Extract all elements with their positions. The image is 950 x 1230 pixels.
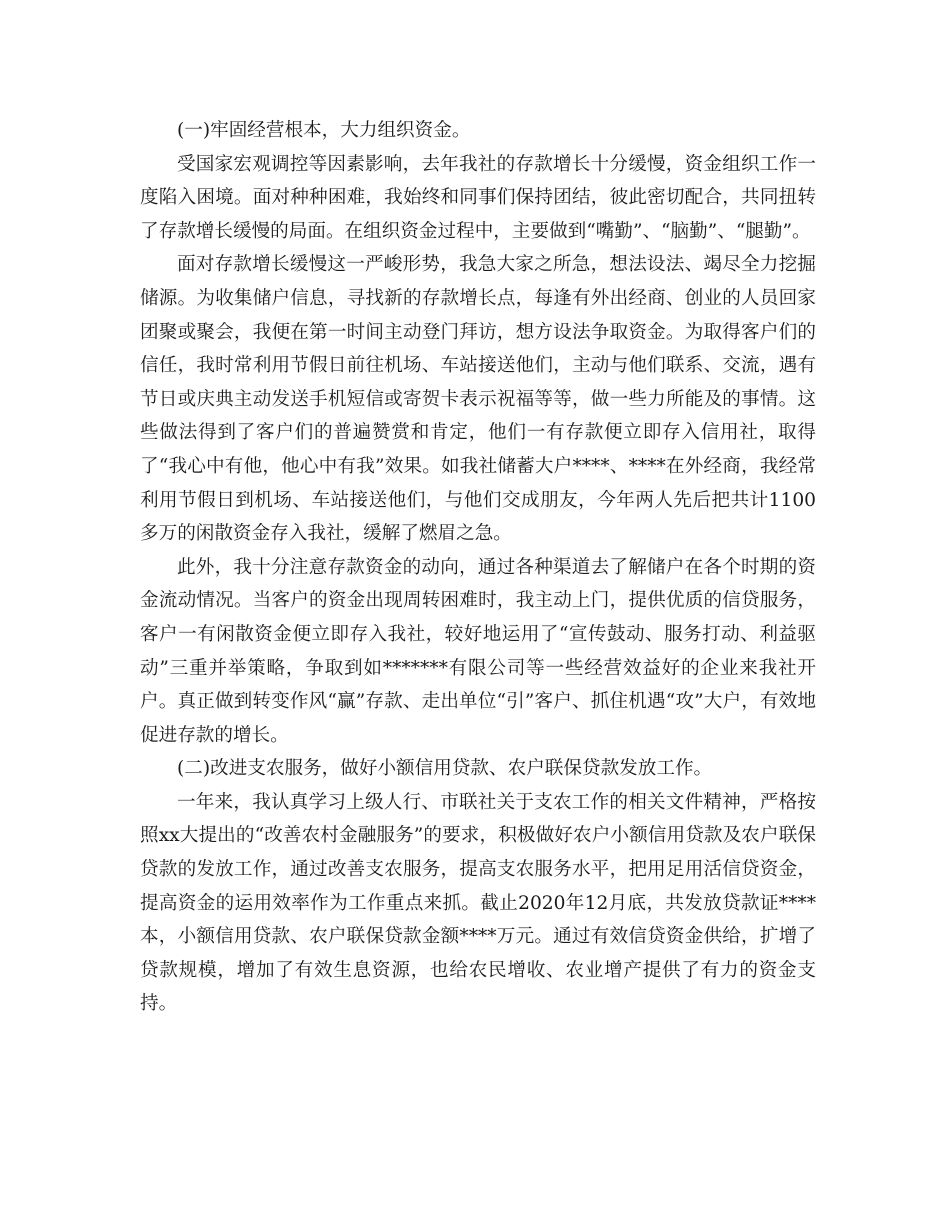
section-heading-2: (二)改进支农服务，做好小额信用贷款、农户联保贷款发放工作。 xyxy=(177,758,713,780)
paragraph: 此外，我十分注意存款资金的动向，通过各种渠道去了解储户在各个时期的资金流动情况。当客户的资金出现周转困难时，我主动上门，提供优质的信贷服务，客户一有闲散资金便立即存入我社，较好地运用了“宣传鼓动、服务打动、利益驱动”三重并举策略，争取到如*******有限公司等一些经营效益好的企业来我社开户。真正做到转变作风“赢”存款、走出单位“引”客户、抓住机遇“攻”大户，有效地促进存款的增长。 xyxy=(140,556,816,746)
paragraph: 面对存款增长缓慢这一严峻形势，我急大家之所急，想法设法、竭尽全力挖掘储源。为收集储户信息，寻找新的存款增长点，每逢有外出经商、创业的人员回家团聚或聚会，我便在第一时间主动登门拜访，想方设法争取资金。为取得客户们的信任，我时常利用节假日前往机场、车站接送他们，主动与他们联系、交流，遇有节日或庆典主动发送手机短信或寄贺卡表示祝福等等，做一些力所能及的事情。这些做法得到了客户们的普遍赞赏和肯定，他们一有存款便立即存入信用社，取得了“我心中有他，他心中有我”效果。如我社储蓄大户****、****在外经商，我经常利用节假日到机场、车站接送他们，与他们交成朋友，今年两人先后把共计1100多万的闲散资金存入我社，缓解了燃眉之急。 xyxy=(140,254,816,545)
section-heading-1: (一)牢固经营根本，大力组织资金。 xyxy=(177,120,471,141)
document-body xyxy=(140,114,816,1021)
paragraph: 一年来，我认真学习上级人行、市联社关于支农工作的相关文件精神，严格按照xx大提出的“改善农村金融服务”的要求，积极做好农户小额信用贷款及农户联保贷款的发放工作，通过改善支农服务，提高支农服务水平，把用足用活信贷资金，提高资金的运用效率作为工作重点来抓。截止2020年12月底，共发放贷款证****本，小额信用贷款、农户联保贷款金额****万元。通过有效信贷资金供给，扩增了贷款规模，增加了有效生息资源，也给农民增收、农业增产提供了有力的资金支持。 xyxy=(140,791,816,1015)
paragraph: 受国家宏观调控等因素影响，去年我社的存款增长十分缓慢，资金组织工作一度陷入困境。面对种种困难，我始终和同事们保持团结，彼此密切配合，共同扭转了存款增长缓慢的局面。在组织资金过程中，主要做到“嘴勤”、“脑勤”、“腿勤”。 xyxy=(140,153,816,242)
